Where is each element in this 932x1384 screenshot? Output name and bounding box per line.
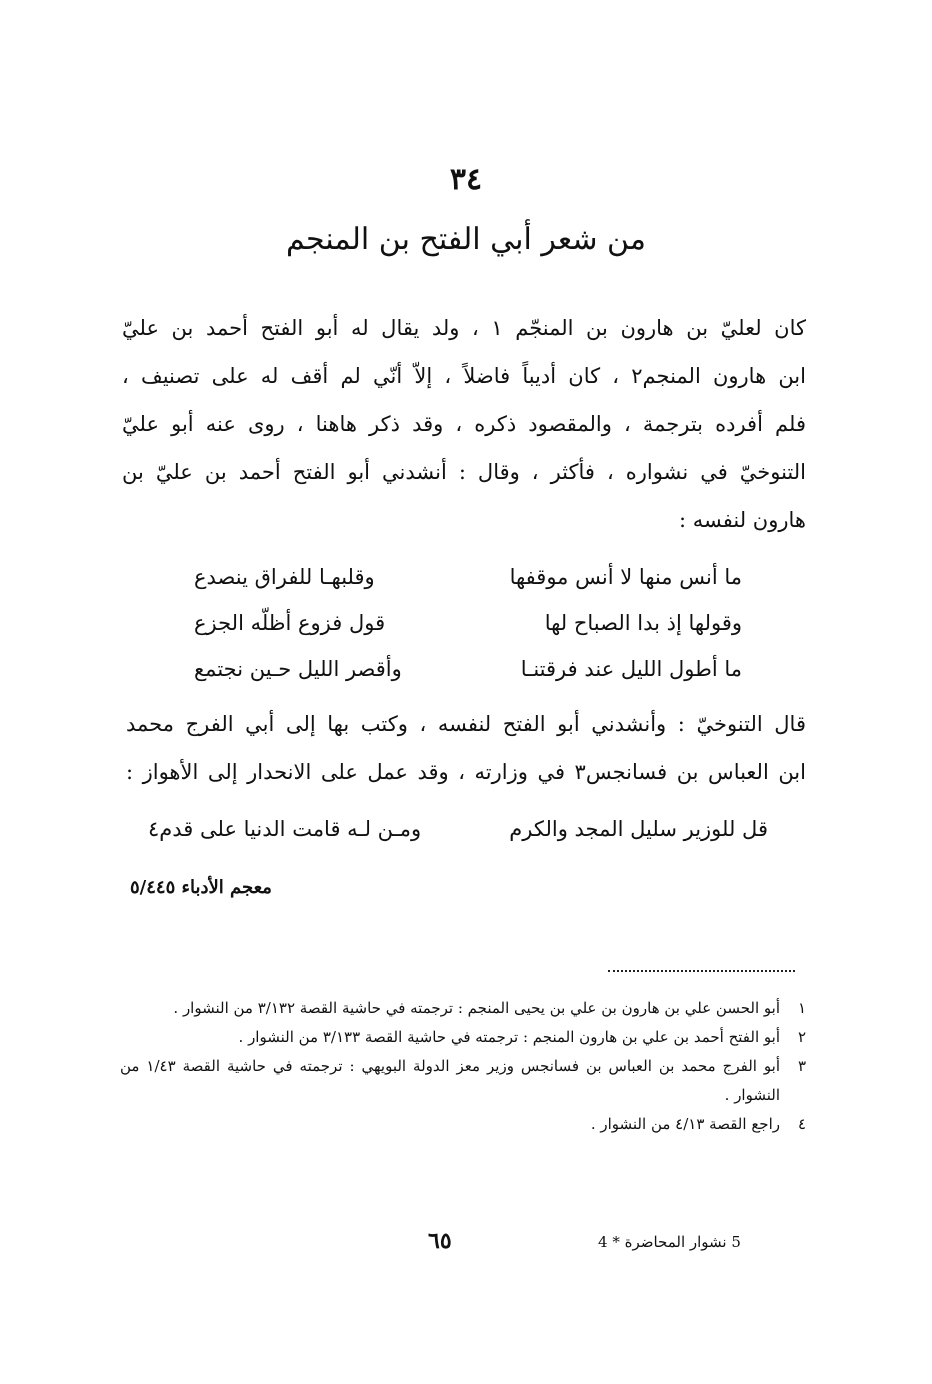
footnote — [120, 1023, 806, 1052]
footnote-divider — [608, 970, 795, 972]
page-number: ٦٥ — [428, 1228, 452, 1254]
paragraph-line: ابن العباس بن فسانجس٣ في وزارته ، وقد عمل على الانحدار إلى الأهواز : — [126, 760, 806, 784]
section-title: من شعر أبي الفتح بن المنجم — [286, 222, 646, 257]
source-citation: معجم الأدباء ٥/٤٤٥ — [130, 877, 272, 898]
footnote — [120, 1110, 806, 1139]
footnote-number: ١ — [797, 999, 806, 1017]
paragraph-line: التنوخيّ في نشواره ، فأكثر ، وقال : أنشدني أبو الفتح أحمد بن عليّ بن — [122, 460, 806, 484]
footnotes — [120, 994, 806, 1139]
paragraph-line: قال التنوخيّ : وأنشدني أبو الفتح لنفسه ، وكتب بها إلى أبي الفرج محمد — [126, 712, 806, 736]
verse-first-hemistich: ما أنس منها لا أنس موقفها — [509, 565, 742, 589]
verse-first-hemistich: وقولها إذ بدا الصباح لها — [544, 611, 742, 635]
section-number: ٣٤ — [449, 162, 483, 197]
paragraph-line: ابن هارون المنجم٢ ، كان أديباً فاضلاً ، إلاّ أنّي لم أقف له على تصنيف ، — [122, 364, 806, 388]
poem-verse — [194, 600, 742, 646]
footnote-text: أبو الفتح أحمد بن علي بن هارون المنجم : ترجمته في حاشية القصة ٣/١٣٣ من النشوار . — [238, 1028, 780, 1046]
verse-second-hemistich: وقلبهـا للفراق ينصدع — [194, 565, 375, 589]
verse-first-hemistich: ما أطول الليل عند فرقتنـا — [520, 657, 742, 681]
second-paragraph — [126, 700, 806, 796]
printer-signature: 5 نشوار المحاضرة * 4 — [598, 1233, 741, 1251]
poem-verse — [194, 646, 742, 692]
footnote — [120, 1052, 806, 1110]
poem-verse — [194, 554, 742, 600]
footnote-number: ٤ — [797, 1115, 806, 1133]
footnote-text: راجع القصة ٤/١٣ من النشوار . — [590, 1115, 780, 1133]
verse-second-hemistich: ومـن لـه قامت الدنيا على قدم٤ — [148, 817, 422, 841]
final-poem-verse — [148, 806, 768, 852]
verse-second-hemistich: وأقصر الليل حـين نجتمع — [194, 657, 402, 681]
footnote-text: أبو الفرج محمد بن العباس بن فسانجس وزير معز الدولة البويهي : ترجمته في حاشية القصة ١/٤٣ من النشوار . — [120, 1057, 780, 1104]
verse-second-hemistich: قول فزوع أظلّه الجزع — [194, 611, 386, 635]
verse-first-hemistich: قل للوزير سليل المجد والكرم — [509, 817, 768, 841]
footnote-number: ٣ — [797, 1057, 806, 1075]
paragraph-line: كان لعليّ بن هارون بن المنجّم ١ ، ولد يقال له أبو الفتح أحمد بن عليّ — [122, 316, 806, 340]
paragraph-line: فلم أفرده بترجمة ، والمقصود ذكره ، وقد ذكر هاهنا ، روى عنه أبو عليّ — [122, 412, 806, 436]
intro-paragraph — [122, 304, 806, 544]
footnote-number: ٢ — [797, 1028, 806, 1046]
footnote-text: أبو الحسن علي بن هارون بن علي بن يحيى المنجم : ترجمته في حاشية القصة ٣/١٣٢ من النشوار . — [173, 999, 780, 1017]
paragraph-line: هارون لنفسه : — [679, 508, 806, 532]
footnote — [120, 994, 806, 1023]
